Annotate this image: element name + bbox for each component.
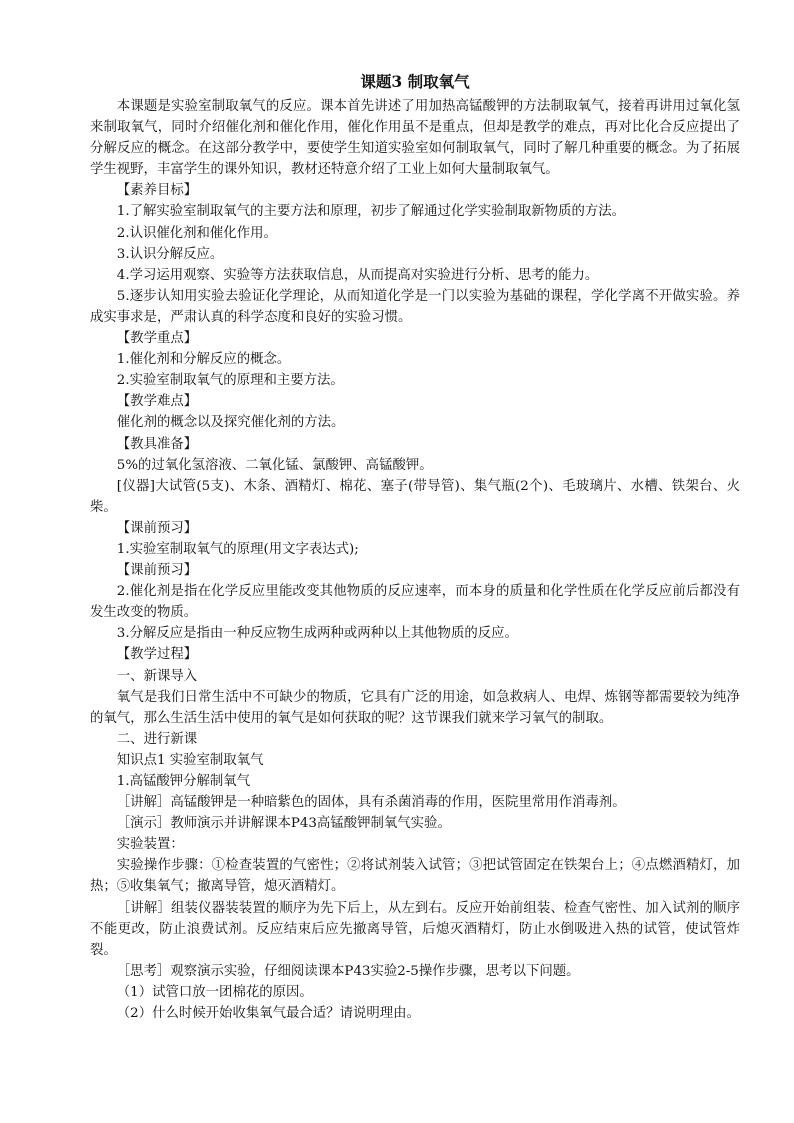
tools-instruments: [仪器]大试管(5支)、木条、酒精灯、棉花、塞子(带导管)、集气瓶(2个)、毛玻璃片、水槽、铁架台、火柴。 <box>90 478 740 515</box>
intro-lesson-text: 氧气是我们日常生活中不可缺少的物质，它具有广泛的用途，如急救病人、电焊、炼钢等都需要较为纯净的氧气，那么生活生活中使用的氧气是如何获取的呢？这节课我们就来学习氧气的制取。 <box>90 689 740 726</box>
goal-item: 1.了解实验室制取氧气的主要方法和原理，初步了解通过化学实验制取新物质的方法。 <box>116 204 626 220</box>
preview-item: 2.催化剂是指在化学反应里能改变其他物质的反应速率，而本身的质量和化学性质在化学反应前后都没有发生改变的物质。 <box>90 584 740 621</box>
question-item: （1）试管口放一团棉花的原因。 <box>116 984 313 1000</box>
steps-text: 实验操作步骤：①检查装置的气密性；②将试剂装入试管；③把试管固定在铁架台上；④点燃酒精灯，加热；⑤收集氧气；撤离导管，熄灭酒精灯。 <box>90 858 740 895</box>
preview-item: 1.实验室制取氧气的原理(用文字表达式); <box>116 541 359 557</box>
goal-item: 3.认识分解反应。 <box>116 246 224 262</box>
subsection-heading: 1.高锰酸钾分解制氧气 <box>116 774 251 789</box>
page-title: 课题3 制取氧气 <box>360 72 470 91</box>
section-heading: 一、新课导入 <box>116 668 198 684</box>
question-item: （2）什么时候开始收集氧气最合适？请说明理由。 <box>116 1006 420 1022</box>
key-item: 2.实验室制取氧气的原理和主要方法。 <box>116 373 344 389</box>
process-heading: 【教学过程】 <box>116 647 198 663</box>
difficulty-heading: 【教学难点】 <box>116 394 198 410</box>
think-text: ［思考］观察演示实验，仔细阅读课本P43实验2-5操作步骤，思考以下问题。 <box>116 963 580 979</box>
preview-heading: 【课前预习】 <box>116 563 198 579</box>
apparatus-label: 实验装置： <box>116 837 184 853</box>
goal-item: 4.学习运用观察、实验等方法获取信息，从而提高对实验进行分析、思考的能力。 <box>116 267 599 283</box>
difficulty-text: 催化剂的概念以及探究催化剂的方法。 <box>116 415 345 431</box>
tools-reagents: 5%的过氧化氢溶液、二氧化锰、氯酸钾、高锰酸钾。 <box>116 457 433 473</box>
document-page <box>90 72 740 1024</box>
key-heading: 【教学重点】 <box>116 331 198 347</box>
key-item: 1.催化剂和分解反应的概念。 <box>116 352 291 368</box>
lecture-text: ［讲解］组装仪器装装置的顺序为先下后上，从左到右。反应开始前组装、检查气密性、加入试剂的顺序不能更改，防止浪费试剂。反应结束后应先撤离导管，后熄灭酒精灯，防止水倒吸进入热的试管，使试管炸裂。 <box>90 900 740 958</box>
section-heading: 二、进行新课 <box>116 731 198 747</box>
tools-heading: 【教具准备】 <box>116 436 198 452</box>
goal-item: 2.认识催化剂和催化作用。 <box>116 225 277 241</box>
intro-paragraph: 本课题是实验室制取氧气的反应。课本首先讲述了用加热高锰酸钾的方法制取氧气，接着再讲用过氧化氢来制取氧气，同时介绍催化剂和催化作用，催化作用虽不是重点，但却是教学的难点，再对比化合反应提出了分解反应的概念。在这部分教学中，要使学生知道实验室如何制取氧气，同时了解几种重要的概念。为了拓展学生视野，丰富学生的课外知识，教材还特意介绍了工业上如何大量制取氧气。 <box>90 99 740 178</box>
knowledge-point: 知识点1 实验室制取氧气 <box>116 752 264 768</box>
goals-heading: 【素养目标】 <box>116 183 198 199</box>
lecture-text: ［讲解］高锰酸钾是一种暗紫色的固体，具有杀菌消毒的作用，医院里常用作消毒剂。 <box>116 795 626 811</box>
preview-heading: 【课前预习】 <box>116 520 198 536</box>
demo-text: ［演示］教师演示并讲解课本P43高锰酸钾制氧气实验。 <box>116 816 451 832</box>
preview-item: 3.分解反应是指由一种反应物生成两种或两种以上其他物质的反应。 <box>116 626 518 642</box>
goal-item: 5.逐步认知用实验去验证化学理论，从而知道化学是一门以实验为基础的课程，学化学离不开做实验。养成实事求是，严肃认真的科学态度和良好的实验习惯。 <box>90 288 740 325</box>
